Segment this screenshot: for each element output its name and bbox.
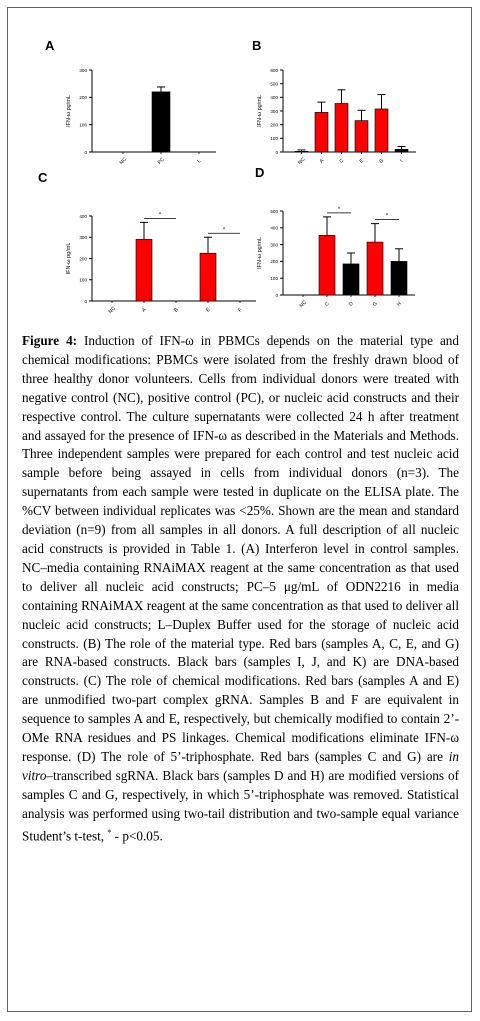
panel-d-ytick-label: 200 — [270, 259, 278, 265]
panel-b-bar-c — [335, 103, 348, 152]
panel-b-ytick-label: 0 — [275, 149, 278, 155]
panel-d-bar-h — [391, 261, 407, 295]
panel-a-y-label: IFN-ω pg/mL — [66, 95, 72, 127]
panel-c-xtick-label: F — [237, 307, 244, 314]
panel-d-xtick-label: NC — [298, 299, 308, 309]
panel-d-xtick-label: H — [395, 300, 403, 308]
panel-d-ytick-label: 400 — [270, 225, 278, 231]
panel-b-ytick-label: 200 — [270, 122, 278, 128]
panel-c-ytick-label: 100 — [79, 277, 87, 283]
panel-a-xtick-label: L — [196, 158, 203, 165]
panel-d-xtick-label: C — [323, 300, 331, 308]
panel-b-bar-g — [375, 109, 388, 152]
panel-d-significance-star: * — [337, 206, 341, 213]
figure-label: Figure 4: — [22, 333, 78, 348]
panel-b-bar-e — [355, 121, 368, 152]
panel-b-bar-i — [395, 149, 408, 152]
panel-b-xtick-label: I — [399, 158, 405, 164]
panel-c-xtick-label: B — [172, 306, 180, 314]
caption-text-1: Induction of IFN-ω in PBMCs depends on the material type and chemical modifications: PBMCs were isolated from the freshly drawn blood of three healthy donor volunteers. Cells from individual donors were treated with negative control (NC), positive control (PC), or nucleic acid constructs and their respective control. The culture supernatants were collected 24 h after treatment and assayed for the presence of IFN-ω as described in the Materials and Methods. Three independent samples were prepared for each control and test nucleic acid sample before being assayed in cells from individual donors (n=3). The supernatants from each sample were tested in duplicate on the ELISA plate. The %CV between individual replicates was <25%. Shown are the mean and standard deviation (n=9) from all samples in all donors. A full description of all nucleic acid constructs is provided in Table 1. (A) Interferon level in control samples. NC–media containing RNAiMAX reagent at the same concentration as that used to deliver all nucleic acid constructs; PC–5 μg/mL of ODN2216 in media containing RNAiMAX reagent at the same concentration as that used to deliver all nucleic acid constructs; L–Duplex Buffer used for the storage of nucleic acid constructs. (B) The role of the material type. Red bars (samples A, C, E, and G) are RNA-based constructs. Black bars (samples I, J, and K) are DNA-based constructs. (C) The role of chemical modifications. Red bars (samples A and E) are unmodified two-part complex gRNA. Samples B and F are equivalent in sequence to samples A and E, respectively, but chemically modified to contain 2’-OMe RNA residues and PS linkages. Chemical modifications eliminate IFN-ω response. (D) The role of 5’-triphosphate. Red bars (samples C and G) are — [22, 333, 459, 764]
panel-d-bar-g — [367, 242, 383, 295]
panel-c-ytick-label: 300 — [79, 235, 87, 241]
panel-a-xtick-label: PC — [156, 156, 166, 166]
panel-d-ytick-label: 300 — [270, 242, 278, 248]
panel-d-y-label: IFN-ω pg/mL — [257, 237, 263, 269]
panel-a-ytick-label: 0 — [84, 149, 87, 155]
panel-b-ytick-label: 100 — [270, 136, 278, 142]
panel-c-chart — [30, 170, 244, 315]
panel-d-bar-c — [319, 235, 335, 295]
panel-b-bar-a — [315, 112, 328, 152]
panel-c-ytick-label: 400 — [79, 213, 87, 219]
caption-text-3: - p<0.05. — [111, 827, 163, 843]
figure-caption — [22, 332, 459, 846]
panel-a-ytick-label: 200 — [79, 95, 87, 101]
panel-c-significance-star: * — [158, 212, 162, 219]
panel-d-ytick-label: 0 — [275, 292, 278, 298]
panel-d-ytick-label: 100 — [270, 276, 278, 281]
panel-c-xtick-label: E — [204, 306, 212, 314]
panel-b-chart — [245, 40, 455, 175]
panel-b-bar-nc — [295, 151, 308, 152]
panel-b-label: B — [252, 38, 262, 53]
panel-a-xtick-label: NC — [118, 156, 128, 166]
panel-d-ytick-label: 500 — [270, 208, 278, 214]
panel-b-xtick-label: G — [378, 157, 386, 165]
panel-b-ytick-label: 600 — [270, 67, 278, 73]
panel-c-ytick-label: 0 — [84, 298, 87, 304]
panel-b-y-label: IFN-ω pg/mL — [257, 95, 263, 127]
panel-c-y-label: IFN-ω pg/mL — [66, 242, 72, 275]
panel-d-xtick-label: D — [347, 300, 355, 308]
panel-c-xtick-label: A — [140, 306, 148, 314]
panel-a-ytick-label: 100 — [79, 122, 87, 128]
panel-b-ytick-label: 300 — [270, 108, 278, 114]
panel-a-chart — [30, 40, 230, 175]
caption-sup: * — [107, 827, 112, 837]
panel-d-bar-d — [343, 264, 359, 295]
panel-d-label: D — [255, 165, 265, 180]
caption-italic: in vitro — [22, 748, 459, 783]
panel-c-significance-star: * — [222, 227, 226, 234]
panel-b-xtick-label: NC — [297, 156, 307, 166]
panel-d-xtick-label: G — [371, 300, 379, 308]
panel-b-ytick-label: 400 — [270, 95, 278, 101]
panel-d-chart — [245, 165, 455, 310]
panel-b-ytick-label: 500 — [270, 81, 278, 87]
panel-b-xtick-label: A — [318, 157, 326, 165]
caption-text-2: –transcribed sgRNA. Black bars (samples D and H) are modified versions of samples C and G, respectively, in which 5’-triphosphate was removed. Statistical analysis was performed using two-tail distribution and two-sample equal variance Student’s t-test, — [22, 767, 459, 843]
panel-a-bar-pc — [152, 92, 170, 152]
panel-a-label: A — [45, 38, 55, 53]
panel-c-ytick-label: 200 — [79, 256, 87, 262]
panel-c-bar-a — [136, 239, 152, 301]
panel-b-xtick-label: E — [358, 157, 366, 165]
panel-a-ytick-label: 300 — [79, 67, 87, 73]
panel-c-label: C — [38, 170, 48, 185]
panel-b-xtick-label: C — [338, 157, 346, 165]
panel-c-xtick-label: NC — [107, 305, 117, 315]
panel-c-bar-e — [200, 253, 216, 301]
panel-d-significance-star: * — [385, 213, 389, 220]
